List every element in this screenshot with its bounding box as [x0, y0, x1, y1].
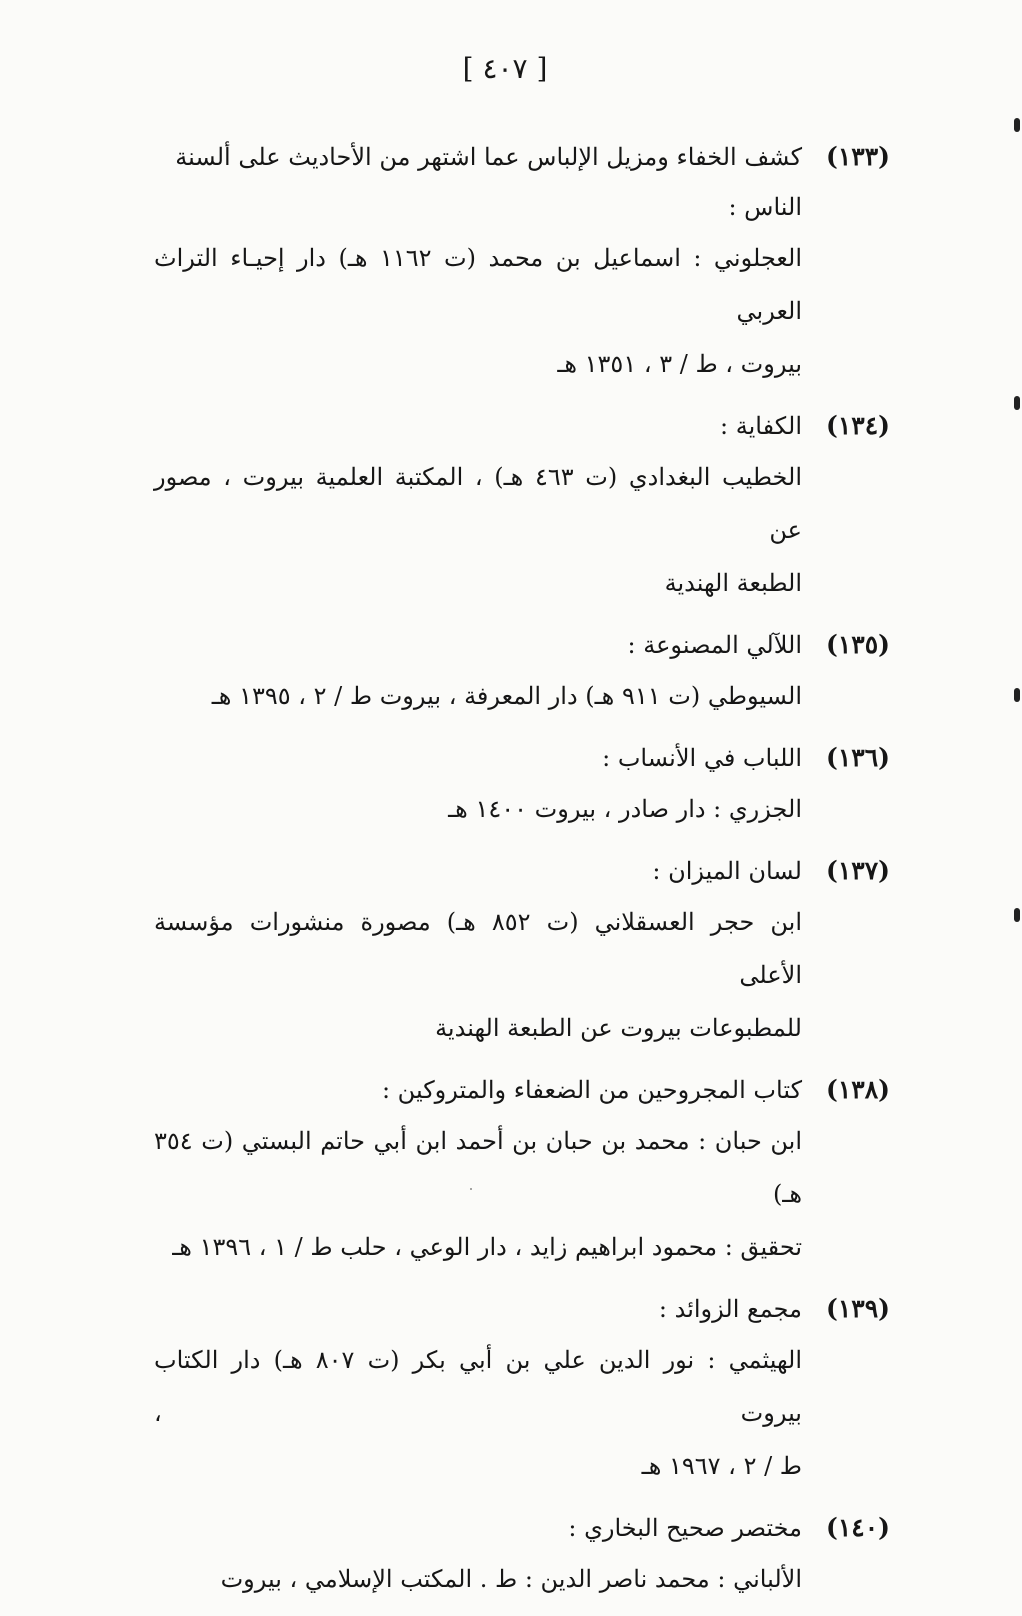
bibliography-list [150, 132, 890, 1616]
entry-number: (١٣٥) [826, 630, 890, 659]
entry-line: ط / ٢ ، ١٩٦٧ هـ [641, 1452, 802, 1480]
entry-title: كشف الخفاء ومزيل الإلباس عما اشتهر من الأحاديث على ألسنة الناس : [175, 143, 802, 221]
bibliography-entry [150, 1065, 890, 1274]
entry-line: الهيثمي : نور الدين علي بن أبي بكر (ت ٨٠٧ هـ) دار الكتاب بيروت ، [154, 1346, 802, 1427]
entry-number: (١٣٧) [826, 856, 890, 885]
entry-line: ابن حبان : محمد بن حبان بن أحمد ابن أبي حاتم البستي (ت ٣٥٤ هـ) [154, 1127, 802, 1208]
entry-title: مجمع الزوائد : [658, 1295, 802, 1323]
entry-line: السيوطي (ت ٩١١ هـ) دار المعرفة ، بيروت ط / ٢ ، ١٣٩٥ هـ [211, 682, 802, 710]
page-number: [ ٤٠٧ ] [462, 52, 548, 85]
bibliography-entry [150, 620, 890, 723]
bibliography-entry [150, 733, 890, 836]
entry-line: الألباني : محمد ناصر الدين : ط . المكتب الإسلامي ، بيروت [220, 1565, 802, 1593]
entry-line: بيروت ، ط / ٣ ، ١٣٥١ هـ [557, 350, 802, 378]
entry-title: اللباب في الأنساب : [602, 744, 802, 772]
scan-speck [470, 1188, 472, 1190]
entry-line: الجزري : دار صادر ، بيروت ١٤٠٠ هـ [448, 795, 802, 823]
entry-line: الخطيب البغدادي (ت ٤٦٣ هـ) ، المكتبة العلمية بيروت ، مصور عن [154, 463, 802, 544]
entry-number: (١٤٠) [826, 1513, 890, 1542]
entry-line: تحقيق : محمود ابراهيم زايد ، دار الوعي ، حلب ط / ١ ، ١٣٩٦ هـ [172, 1233, 802, 1261]
bibliography-entry [150, 401, 890, 610]
entry-number: (١٣٣) [826, 142, 890, 171]
bibliography-entry [150, 846, 890, 1055]
bibliography-entry [150, 132, 890, 391]
entry-title: لسان الميزان : [652, 857, 802, 885]
scan-mark [1014, 118, 1020, 132]
scan-mark [1014, 688, 1020, 702]
scan-mark [1014, 396, 1020, 410]
entry-title: اللآلي المصنوعة : [627, 631, 802, 659]
entry-title: كتاب المجروحين من الضعفاء والمتروكين : [381, 1076, 802, 1104]
entry-line: الطبعة الهندية [664, 569, 802, 597]
entry-line: ابن حجر العسقلاني (ت ٨٥٢ هـ) مصورة منشورات مؤسسة الأعلى [154, 908, 802, 989]
entry-title: مختصر صحيح البخاري : [568, 1514, 802, 1542]
entry-number: (١٣٨) [826, 1075, 890, 1104]
entry-number: (١٣٩) [826, 1294, 890, 1323]
entry-number: (١٣٦) [826, 743, 890, 772]
bibliography-entry [150, 1503, 890, 1606]
entry-title: الكفاية : [720, 412, 802, 440]
entry-number: (١٣٤) [826, 411, 890, 440]
entry-line: العجلوني : اسماعيل بن محمد (ت ١١٦٢ هـ) دار إحيـاء التراث العربي [154, 244, 802, 325]
entry-line: للمطبوعات بيروت عن الطبعة الهندية [435, 1014, 802, 1042]
scan-mark [1014, 908, 1020, 922]
bibliography-entry [150, 1284, 890, 1493]
